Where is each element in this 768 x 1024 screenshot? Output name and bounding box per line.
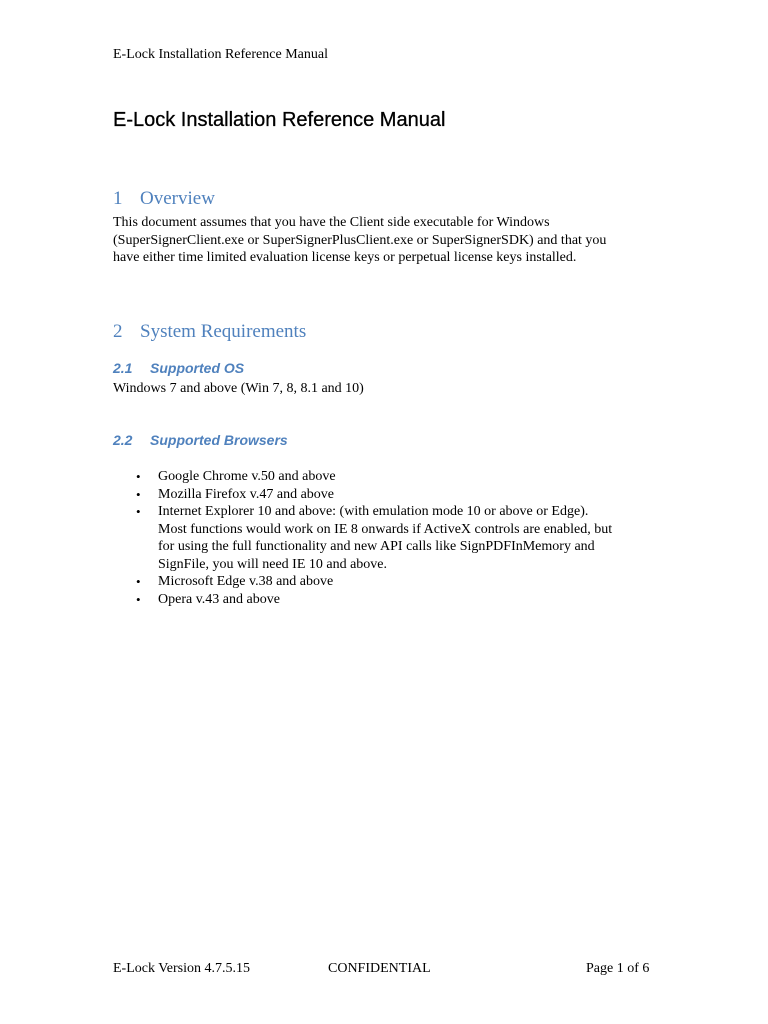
list-item-text: SignFile, you will need IE 10 and above. bbox=[158, 556, 388, 572]
list-item bbox=[113, 486, 612, 504]
bullet-icon: • bbox=[136, 486, 141, 502]
footer-classification: CONFIDENTIAL bbox=[328, 961, 431, 976]
section-title: Overview bbox=[140, 188, 215, 209]
list-item-text: Opera v.43 and above bbox=[158, 591, 280, 607]
subsection-heading-supported-browsers bbox=[113, 431, 288, 449]
bullet-icon: • bbox=[136, 504, 141, 519]
subsection-number: 2.2 bbox=[113, 432, 133, 448]
list-item-text: Mozilla Firefox v.47 and above bbox=[158, 486, 334, 502]
list-item-text: Most functions would work on IE 8 onwards if ActiveX controls are enabled, but bbox=[158, 521, 613, 537]
list-item bbox=[113, 591, 612, 609]
running-header: E-Lock Installation Reference Manual bbox=[113, 47, 328, 62]
section-number: 2 bbox=[113, 321, 123, 342]
paragraph-line: (SuperSignerClient.exe or SuperSignerPlusClient.exe or SuperSignerSDK) and that you bbox=[113, 232, 607, 248]
paragraph-line: have either time limited evaluation license keys or perpetual license keys installed. bbox=[113, 250, 577, 265]
section-number: 1 bbox=[113, 188, 123, 209]
footer-page-number: Page 1 of 6 bbox=[586, 961, 650, 976]
browser-list bbox=[113, 468, 612, 608]
section-title: System Requirements bbox=[140, 321, 307, 342]
bullet-icon: • bbox=[136, 469, 141, 484]
footer-version: E-Lock Version 4.7.5.15 bbox=[113, 961, 250, 976]
document-title: E-Lock Installation Reference Manual bbox=[113, 109, 446, 131]
list-item-text: Internet Explorer 10 and above: (with emulation mode 10 or above or Edge). bbox=[158, 504, 589, 519]
subsection-heading-supported-os bbox=[113, 359, 244, 377]
supported-os-text: Windows 7 and above (Win 7, 8, 8.1 and 10) bbox=[113, 381, 364, 396]
overview-paragraph bbox=[113, 214, 606, 267]
list-item-text: Google Chrome v.50 and above bbox=[158, 469, 336, 484]
list-item-text: Microsoft Edge v.38 and above bbox=[158, 574, 334, 589]
section-heading-overview bbox=[113, 187, 215, 211]
section-heading-system-requirements bbox=[113, 320, 306, 344]
subsection-title: Supported OS bbox=[150, 360, 245, 376]
subsection-number: 2.1 bbox=[113, 360, 133, 376]
list-item bbox=[113, 573, 612, 591]
bullet-icon: • bbox=[136, 591, 141, 607]
subsection-title: Supported Browsers bbox=[150, 432, 288, 448]
list-item bbox=[113, 468, 612, 486]
list-item bbox=[113, 503, 612, 573]
paragraph-line: This document assumes that you have the Client side executable for Windows bbox=[113, 215, 550, 230]
bullet-icon: • bbox=[136, 574, 141, 589]
list-item-text: for using the full functionality and new API calls like SignPDFInMemory and bbox=[158, 539, 595, 554]
